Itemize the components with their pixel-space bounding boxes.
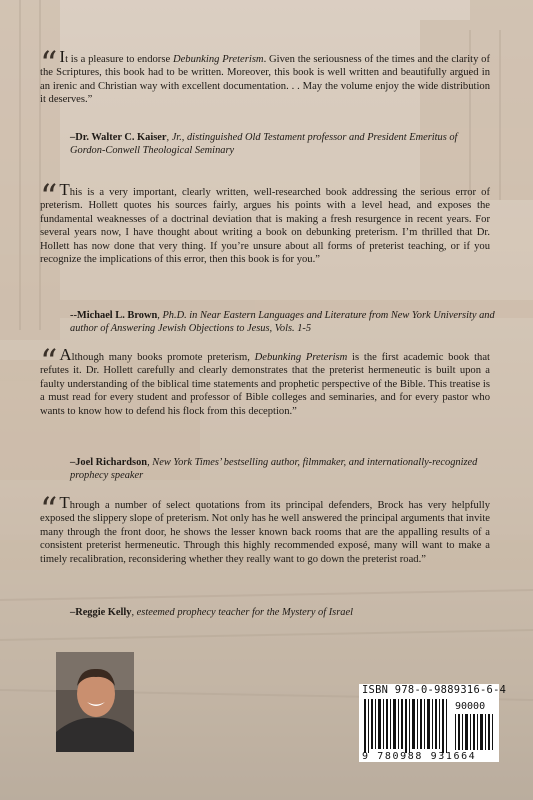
book-title: Debunking Preterism bbox=[172, 54, 264, 65]
endorser-name: –Reggie Kelly bbox=[70, 607, 132, 618]
endorsement-1-text: “ It is a pleasure to endorse Debunking Preterism. Given the seriousness of the times and the clarity of the Scriptures, this book had to be written. Moreover, this book is well written and beautifully argued in an irenic and Christian way with excellent documentation. . . May the volume enjoy the wide distribution it deserves.” bbox=[40, 44, 490, 106]
endorser-name: –Joel Richardson bbox=[70, 457, 148, 468]
author-photo bbox=[56, 652, 134, 752]
drop-cap: A bbox=[59, 345, 72, 364]
quote-mark-icon: “ bbox=[40, 342, 58, 382]
quote-mark-icon: “ bbox=[40, 44, 58, 84]
endorsement-4-attribution: –Reggie Kelly, esteemed prophecy teacher for the Mystery of Israel bbox=[70, 607, 353, 618]
quote-mark-icon: “ bbox=[40, 490, 58, 530]
drop-cap: T bbox=[59, 493, 70, 512]
endorser-name: --Michael L. Brown bbox=[70, 310, 158, 321]
endorsement-4-text: “ Through a number of select quotations from its principal defenders, Brock has very helpfully exposed the slippery slope of preterism. Not only has he well answered the principal arguments that invite many through the front door, he shows the lesser known back rooms that are the appalling results of a consistent preterist hermeneutic. Through this highly recommended exposé, many will want to make a timely recalibration, reconsidering whether they really want to go down the preterist road.” bbox=[40, 490, 490, 565]
price-code: 90000 bbox=[455, 701, 486, 712]
endorsement-3-attribution: –Joel Richardson, New York Times’ bestselling author, filmmaker, and internationally-recognized prophecy speaker bbox=[70, 457, 478, 481]
drop-cap: T bbox=[59, 180, 70, 199]
barcode-digits: 9 780988 931664 bbox=[362, 751, 477, 762]
drop-cap: I bbox=[59, 47, 66, 66]
endorsement-3-text: “ Although many books promote preterism, Debunking Preterism is the first academic book that refutes it. Dr. Hollett carefully and clearly demonstrates that the preterist hermeneutic is built upon a faulty understanding of the biblical time statements and prophetic perspective of the Bible. This treatise is a must read for every student and professor of Bible colleges and seminaries, and for every pastor who wants to know how to defend his flock from this deception.” bbox=[40, 342, 490, 417]
isbn-label: ISBN 978-0-9889316-6-4 bbox=[362, 684, 507, 696]
endorser-name: –Dr. Walter C. Kaiser bbox=[70, 132, 167, 143]
book-title: Debunking Preterism bbox=[254, 352, 348, 363]
quote-mark-icon: “ bbox=[40, 177, 58, 217]
endorsement-2-text: “ This is a very important, clearly written, well-researched book addressing the serious error of preterism. Hollett quotes his sources fairly, argues his points with a level head, and exposes the fundamental weaknesses of a doctrinal deviation that is making a fresh resurgence in recent years. For several years now, I have thought about writing a book on debunking preterism. I’m thrilled that Dr. Hollett has now done that very thing. If you’re unsure about all forms of preterist teaching, or if you recognize the implications of this error, then this book is for you.” bbox=[40, 177, 490, 266]
endorsement-1-attribution: –Dr. Walter C. Kaiser, Jr., distinguished Old Testament professor and President Emeritus of Gordon-Conwell Theological Seminary bbox=[70, 132, 458, 156]
endorsement-2-attribution: --Michael L. Brown, Ph.D. in Near Eastern Languages and Literature from New York University and author of Answering Jewish Objections to Jesus, Vols. 1-5 bbox=[70, 310, 495, 334]
